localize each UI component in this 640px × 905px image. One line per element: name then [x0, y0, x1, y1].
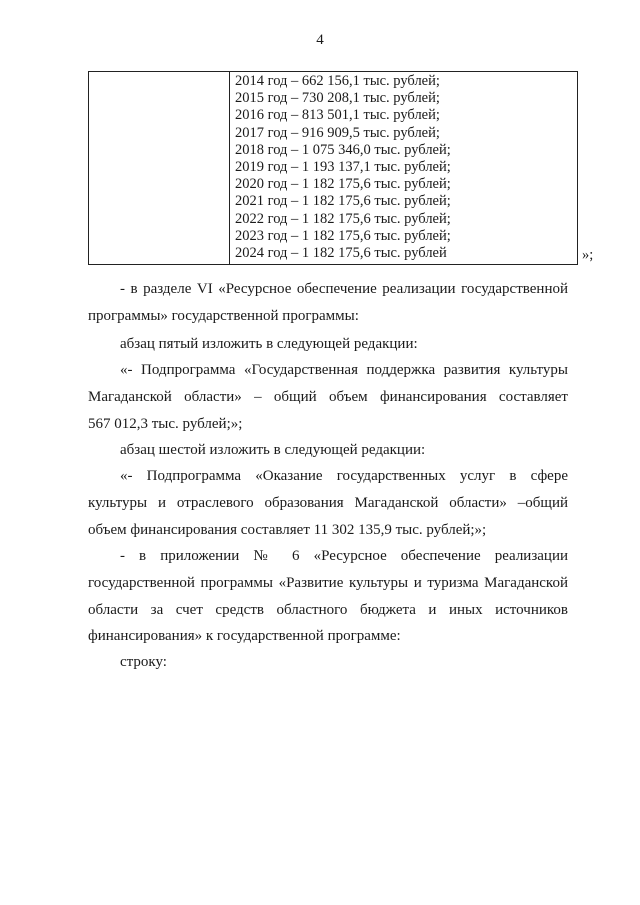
paragraph-line: «- Подпрограмма «Оказание государственных услуг в сфере: [120, 468, 568, 484]
funding-row: 2017 год – 916 909,5 тыс. рублей;: [235, 124, 440, 141]
table-column-divider: [229, 72, 230, 264]
paragraph-line: Магаданской области» – общий объем финансирования составляет: [88, 389, 568, 405]
paragraph-line: абзац пятый изложить в следующей редакции:: [120, 336, 418, 352]
paragraph-line: абзац шестой изложить в следующей редакции:: [120, 442, 426, 458]
funding-row: 2015 год – 730 208,1 тыс. рублей;: [235, 90, 440, 107]
paragraph-line: объем финансирования составляет 11 302 135,9 тыс. рублей;»;: [88, 522, 487, 538]
paragraph-line: 567 012,3 тыс. рублей;»;: [88, 416, 243, 432]
funding-row: 2018 год – 1 075 346,0 тыс. рублей;: [235, 141, 451, 158]
funding-row: 2014 год – 662 156,1 тыс. рублей;: [235, 73, 440, 89]
paragraph-line: государственной программы «Развитие культуры и туризма Магаданской: [88, 575, 568, 591]
paragraph-line: области за счет средств областного бюджета и иных источников: [88, 602, 568, 618]
funding-row: 2023 год – 1 182 175,6 тыс. рублей;: [235, 227, 451, 244]
funding-row: 2019 год – 1 193 137,1 тыс. рублей;: [235, 159, 451, 176]
paragraph-line: культуры и отраслевого образования Магаданской области» –общий: [88, 495, 568, 511]
paragraph-line: программы» государственной программы:: [88, 308, 359, 324]
funding-row: 2021 год – 1 182 175,6 тыс. рублей;: [235, 193, 451, 210]
funding-row: 2016 год – 813 501,1 тыс. рублей;: [235, 107, 440, 124]
funding-row: 2022 год – 1 182 175,6 тыс. рублей;: [235, 210, 451, 227]
funding-row: 2020 год – 1 182 175,6 тыс. рублей;: [235, 176, 451, 193]
page-number: 4: [316, 32, 324, 48]
funding-year-list: [235, 73, 451, 262]
paragraph-line: «- Подпрограмма «Государственная поддержка развития культуры: [120, 362, 568, 378]
funding-row: 2024 год – 1 182 175,6 тыс. рублей: [235, 245, 447, 262]
paragraph-line: строку:: [120, 654, 167, 670]
table-closing-quote: »;: [582, 247, 594, 263]
paragraph-line: - в приложении № 6 «Ресурсное обеспечение реализации: [120, 548, 568, 564]
paragraph-line: - в разделе VI «Ресурсное обеспечение реализации государственной: [120, 281, 568, 297]
paragraph-line: финансирования» к государственной программе:: [88, 628, 401, 644]
funding-table: [88, 71, 578, 265]
